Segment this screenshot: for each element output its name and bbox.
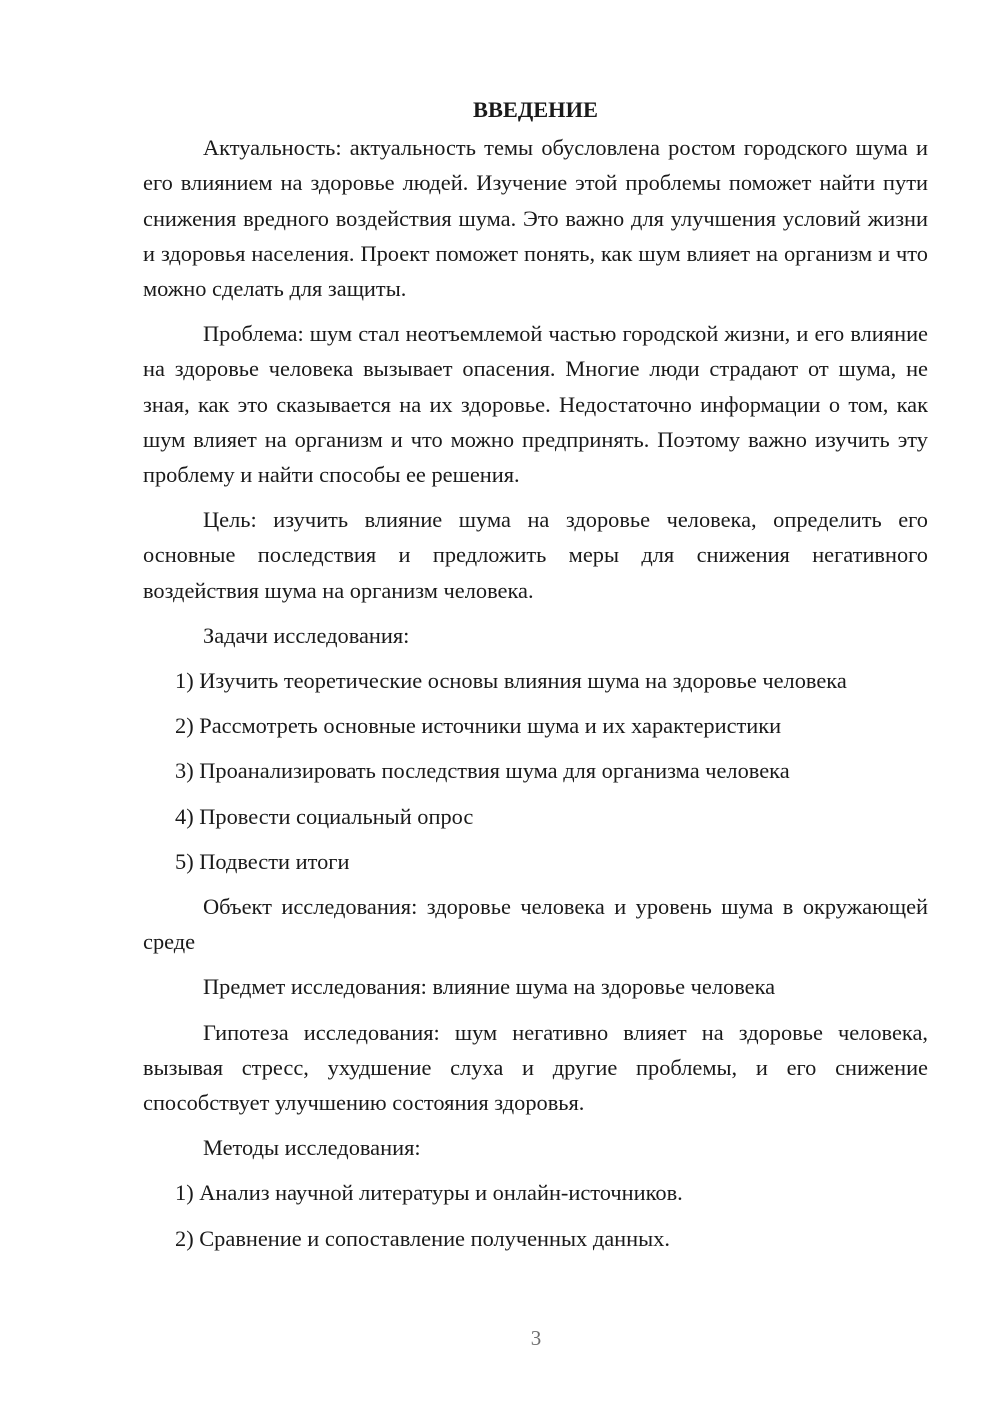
page-body: [143, 92, 928, 1266]
problem-paragraph: Проблема: шум стал неотъемлемой частью городской жизни, и его влияние на здоровье человека вызывает опасения. Многие люди страдают от шума, не зная, как это сказывается на их здоровье. Недостаточно информации о том, как шум влияет на организм и что можно предпринять. Поэтому важно изучить эту проблему и найти способы ее решения.: [143, 321, 928, 488]
methods-heading: Методы исследования:: [203, 1135, 421, 1161]
subject-paragraph: Предмет исследования: влияние шума на здоровье человека: [203, 974, 776, 1000]
list-item: 4) Провести социальный опрос: [175, 803, 474, 829]
list-item: 5) Подвести итоги: [175, 848, 350, 874]
page-number: 3: [530, 1326, 542, 1350]
relevance-paragraph: Актуальность: актуальность темы обусловлена ростом городского шума и его влиянием на здоровье людей. Изучение этой проблемы поможет найти пути снижения вредного воздействия шума. Это важно для улучшения условий жизни и здоровья населения. Проект поможет понять, как шум влияет на организм и что можно сделать для защиты.: [143, 135, 928, 302]
methods-list: [143, 1175, 928, 1255]
object-paragraph: Объект исследования: здоровье человека и уровень шума в окружающей среде: [143, 894, 928, 955]
list-item: 2) Рассмотреть основные источники шума и их характеристики: [175, 713, 782, 739]
list-item: 1) Изучить теоретические основы влияния шума на здоровье человека: [175, 668, 847, 694]
tasks-heading: Задачи исследования:: [203, 622, 410, 648]
list-item: 1) Анализ научной литературы и онлайн-источников.: [175, 1180, 683, 1206]
tasks-list: [143, 663, 928, 879]
list-item: 2) Сравнение и сопоставление полученных данных.: [175, 1225, 670, 1251]
hypothesis-paragraph: Гипотеза исследования: шум негативно влияет на здоровье человека, вызывая стресс, ухудшение слуха и другие проблемы, и его снижение способствует улучшению состояния здоровья.: [143, 1019, 928, 1116]
goal-paragraph: Цель: изучить влияние шума на здоровье человека, определить его основные последствия и предложить меры для снижения негативного воздействия шума на организм человека.: [143, 507, 928, 603]
page-title: ВВЕДЕНИЕ: [473, 97, 598, 122]
list-item: 3) Проанализировать последствия шума для организма человека: [175, 758, 790, 784]
